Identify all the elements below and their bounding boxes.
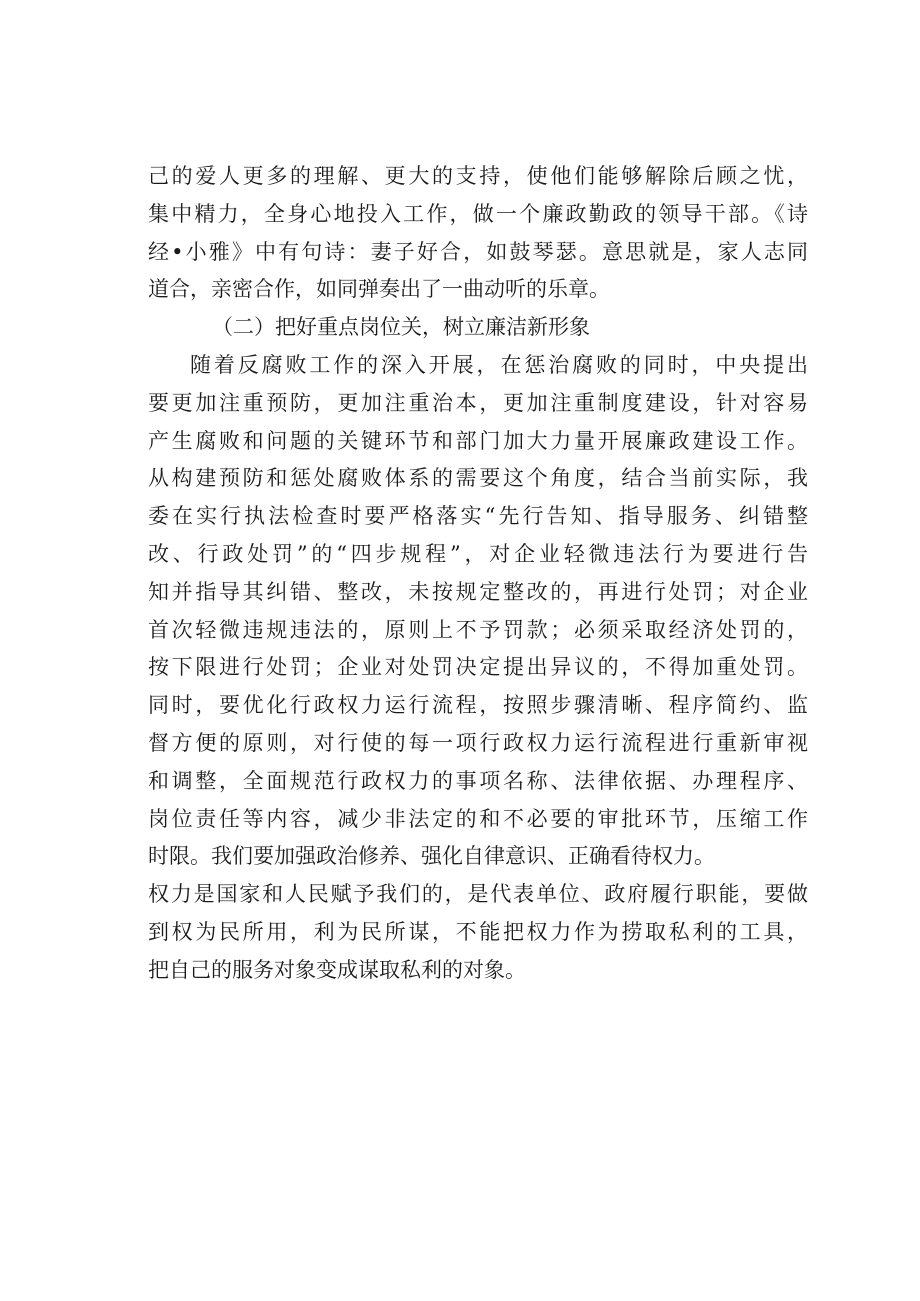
- paragraph-line: 首次轻微违规违法的，原则上不予罚款；必须采取经济处罚的，: [148, 617, 808, 642]
- paragraph-line: 按下限进行处罚；企业对处罚决定提出异议的，不得加重处罚。: [148, 655, 808, 680]
- paragraph-line: 岗位责任等内容，减少非法定的和不必要的审批环节，压缩工作: [148, 806, 808, 831]
- paragraph-line: 把自己的服务对象变成谋取私利的对象。: [148, 957, 526, 982]
- paragraph-line: 时限。我们要加强政治修养、强化自律意识、正确看待权力。: [148, 844, 715, 869]
- paragraph-line: 督方便的原则，对行使的每一项行政权力运行流程进行重新审视: [148, 730, 808, 755]
- paragraph-line: 知并指导其纠错、整改，未按规定整改的，再进行处罚；对企业: [148, 579, 808, 604]
- paragraph-line: 己的爱人更多的理解、更大的支持，使他们能够解除后顾之忧，: [148, 164, 808, 188]
- paragraph-line: 随着反腐败工作的深入开展，在惩治腐败的同时，中央提出: [190, 352, 808, 377]
- paragraph-line: 要更加注重预防，更加注重治本，更加注重制度建设，针对容易: [148, 390, 808, 415]
- paragraph-line: 改、行政处罚”的“四步规程”，对企业轻微违法行为要进行告: [148, 541, 808, 566]
- paragraph-line: 权力是国家和人民赋予我们的，是代表单位、政府履行职能，要做: [148, 882, 808, 907]
- paragraph-line: 和调整，全面规范行政权力的事项名称、法律依据、办理程序、: [148, 768, 808, 793]
- document-body: [148, 158, 808, 990]
- paragraph-line: 到权为民所用，利为民所谋，不能把权力作为捞取私利的工具，: [148, 919, 808, 944]
- paragraph-line: 委在实行执法检查时要严格落实“先行告知、指导服务、纠错整: [148, 504, 808, 529]
- section-heading: （二）把好重点岗位关，树立廉洁新形象: [212, 315, 590, 340]
- paragraph-line: 集中精力，全身心地投入工作，做一个廉政勤政的领导干部。《诗: [148, 201, 808, 226]
- paragraph-line: 道合，亲密合作，如同弹奏出了一曲动听的乐章。: [148, 277, 610, 302]
- paragraph-line: 从构建预防和惩处腐败体系的需要这个角度，结合当前实际，我: [148, 466, 808, 491]
- paragraph-line: 同时，要优化行政权力运行流程，按照步骤清晰、程序简约、监: [148, 693, 808, 718]
- paragraph-line: 经•小雅》中有句诗：妻子好合，如鼓琴瑟。意思就是，家人志同: [148, 239, 808, 264]
- paragraph-line: 产生腐败和问题的关键环节和部门加大力量开展廉政建设工作。: [148, 428, 808, 453]
